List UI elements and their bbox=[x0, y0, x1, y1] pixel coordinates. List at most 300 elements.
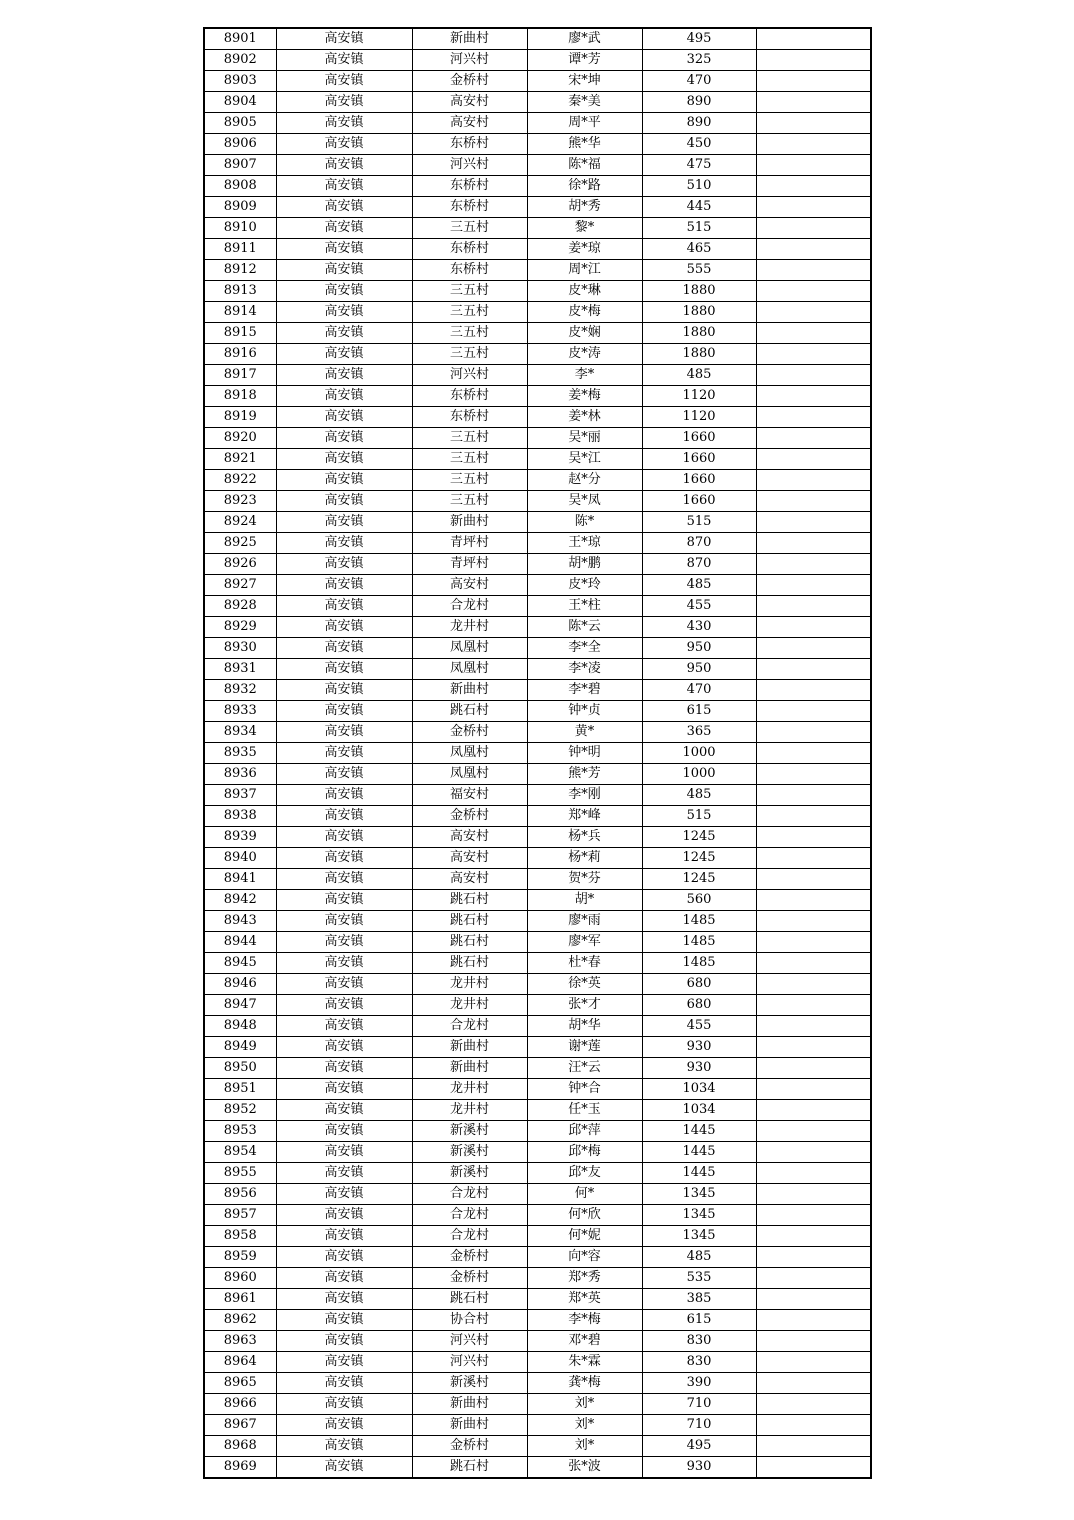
town-cell: 高安镇 bbox=[276, 1142, 412, 1163]
remark-cell bbox=[756, 680, 871, 701]
name-cell: 皮*娴 bbox=[527, 323, 642, 344]
village-cell: 三五村 bbox=[412, 449, 527, 470]
town-cell: 高安镇 bbox=[276, 1247, 412, 1268]
table-row bbox=[204, 1184, 871, 1205]
table-row bbox=[204, 323, 871, 344]
table-row bbox=[204, 1331, 871, 1352]
name-cell: 胡*秀 bbox=[527, 197, 642, 218]
table-row bbox=[204, 722, 871, 743]
town-cell: 高安镇 bbox=[276, 575, 412, 596]
village-cell: 新曲村 bbox=[412, 1037, 527, 1058]
table-row bbox=[204, 260, 871, 281]
amount-cell: 485 bbox=[642, 785, 756, 806]
village-cell: 跳石村 bbox=[412, 932, 527, 953]
town-cell: 高安镇 bbox=[276, 953, 412, 974]
name-cell: 龚*梅 bbox=[527, 1373, 642, 1394]
remark-cell bbox=[756, 1205, 871, 1226]
name-cell: 刘* bbox=[527, 1415, 642, 1436]
village-cell: 三五村 bbox=[412, 491, 527, 512]
village-cell: 跳石村 bbox=[412, 1457, 527, 1479]
table-row bbox=[204, 197, 871, 218]
name-cell: 刘* bbox=[527, 1394, 642, 1415]
name-cell: 何*欣 bbox=[527, 1205, 642, 1226]
name-cell: 徐*路 bbox=[527, 176, 642, 197]
serial-number-cell: 8929 bbox=[204, 617, 276, 638]
town-cell: 高安镇 bbox=[276, 848, 412, 869]
table-row bbox=[204, 1142, 871, 1163]
serial-number-cell: 8944 bbox=[204, 932, 276, 953]
remark-cell bbox=[756, 1373, 871, 1394]
village-cell: 三五村 bbox=[412, 470, 527, 491]
remark-cell bbox=[756, 1436, 871, 1457]
serial-number-cell: 8903 bbox=[204, 71, 276, 92]
table-row bbox=[204, 785, 871, 806]
name-cell: 李* bbox=[527, 365, 642, 386]
table-row bbox=[204, 974, 871, 995]
remark-cell bbox=[756, 134, 871, 155]
serial-number-cell: 8901 bbox=[204, 28, 276, 50]
amount-cell: 950 bbox=[642, 659, 756, 680]
amount-cell: 1345 bbox=[642, 1226, 756, 1247]
village-cell: 跳石村 bbox=[412, 911, 527, 932]
remark-cell bbox=[756, 848, 871, 869]
remark-cell bbox=[756, 512, 871, 533]
name-cell: 何*妮 bbox=[527, 1226, 642, 1247]
serial-number-cell: 8934 bbox=[204, 722, 276, 743]
name-cell: 吴*凤 bbox=[527, 491, 642, 512]
table-row bbox=[204, 1205, 871, 1226]
village-cell: 东桥村 bbox=[412, 386, 527, 407]
village-cell: 高安村 bbox=[412, 827, 527, 848]
serial-number-cell: 8925 bbox=[204, 533, 276, 554]
amount-cell: 485 bbox=[642, 575, 756, 596]
town-cell: 高安镇 bbox=[276, 1436, 412, 1457]
remark-cell bbox=[756, 1310, 871, 1331]
town-cell: 高安镇 bbox=[276, 155, 412, 176]
table-row bbox=[204, 344, 871, 365]
town-cell: 高安镇 bbox=[276, 260, 412, 281]
name-cell: 胡*华 bbox=[527, 1016, 642, 1037]
remark-cell bbox=[756, 239, 871, 260]
village-cell: 高安村 bbox=[412, 848, 527, 869]
serial-number-cell: 8918 bbox=[204, 386, 276, 407]
village-cell: 三五村 bbox=[412, 302, 527, 323]
name-cell: 贺*芬 bbox=[527, 869, 642, 890]
serial-number-cell: 8950 bbox=[204, 1058, 276, 1079]
amount-cell: 680 bbox=[642, 974, 756, 995]
serial-number-cell: 8937 bbox=[204, 785, 276, 806]
town-cell: 高安镇 bbox=[276, 890, 412, 911]
name-cell: 黎* bbox=[527, 218, 642, 239]
table-row bbox=[204, 575, 871, 596]
serial-number-cell: 8920 bbox=[204, 428, 276, 449]
serial-number-cell: 8909 bbox=[204, 197, 276, 218]
serial-number-cell: 8912 bbox=[204, 260, 276, 281]
village-cell: 跳石村 bbox=[412, 953, 527, 974]
remark-cell bbox=[756, 260, 871, 281]
remark-cell bbox=[756, 1268, 871, 1289]
serial-number-cell: 8953 bbox=[204, 1121, 276, 1142]
table-row bbox=[204, 28, 871, 50]
village-cell: 高安村 bbox=[412, 92, 527, 113]
amount-cell: 1485 bbox=[642, 932, 756, 953]
town-cell: 高安镇 bbox=[276, 470, 412, 491]
remark-cell bbox=[756, 428, 871, 449]
village-cell: 龙井村 bbox=[412, 974, 527, 995]
name-cell: 任*玉 bbox=[527, 1100, 642, 1121]
town-cell: 高安镇 bbox=[276, 428, 412, 449]
remark-cell bbox=[756, 827, 871, 848]
serial-number-cell: 8904 bbox=[204, 92, 276, 113]
town-cell: 高安镇 bbox=[276, 50, 412, 71]
name-cell: 李*凌 bbox=[527, 659, 642, 680]
amount-cell: 930 bbox=[642, 1457, 756, 1479]
village-cell: 金桥村 bbox=[412, 1436, 527, 1457]
table-row bbox=[204, 281, 871, 302]
amount-cell: 495 bbox=[642, 1436, 756, 1457]
table-row bbox=[204, 680, 871, 701]
amount-cell: 325 bbox=[642, 50, 756, 71]
table-row bbox=[204, 365, 871, 386]
name-cell: 徐*英 bbox=[527, 974, 642, 995]
name-cell: 胡*鹏 bbox=[527, 554, 642, 575]
village-cell: 合龙村 bbox=[412, 596, 527, 617]
town-cell: 高安镇 bbox=[276, 743, 412, 764]
name-cell: 刘* bbox=[527, 1436, 642, 1457]
serial-number-cell: 8957 bbox=[204, 1205, 276, 1226]
remark-cell bbox=[756, 1163, 871, 1184]
table-row bbox=[204, 1394, 871, 1415]
remark-cell bbox=[756, 701, 871, 722]
table-row bbox=[204, 659, 871, 680]
table-row bbox=[204, 911, 871, 932]
remark-cell bbox=[756, 638, 871, 659]
name-cell: 姜*林 bbox=[527, 407, 642, 428]
town-cell: 高安镇 bbox=[276, 617, 412, 638]
remark-cell bbox=[756, 344, 871, 365]
table-row bbox=[204, 92, 871, 113]
town-cell: 高安镇 bbox=[276, 764, 412, 785]
table-row bbox=[204, 1079, 871, 1100]
town-cell: 高安镇 bbox=[276, 512, 412, 533]
village-cell: 新溪村 bbox=[412, 1142, 527, 1163]
serial-number-cell: 8905 bbox=[204, 113, 276, 134]
town-cell: 高安镇 bbox=[276, 659, 412, 680]
village-cell: 合龙村 bbox=[412, 1226, 527, 1247]
amount-cell: 890 bbox=[642, 92, 756, 113]
table-row bbox=[204, 428, 871, 449]
village-cell: 东桥村 bbox=[412, 260, 527, 281]
name-cell: 吴*江 bbox=[527, 449, 642, 470]
remark-cell bbox=[756, 974, 871, 995]
remark-cell bbox=[756, 785, 871, 806]
town-cell: 高安镇 bbox=[276, 1205, 412, 1226]
remark-cell bbox=[756, 722, 871, 743]
name-cell: 熊*华 bbox=[527, 134, 642, 155]
amount-cell: 465 bbox=[642, 239, 756, 260]
town-cell: 高安镇 bbox=[276, 1415, 412, 1436]
serial-number-cell: 8956 bbox=[204, 1184, 276, 1205]
remark-cell bbox=[756, 323, 871, 344]
amount-cell: 1000 bbox=[642, 743, 756, 764]
village-cell: 三五村 bbox=[412, 218, 527, 239]
amount-cell: 470 bbox=[642, 680, 756, 701]
amount-cell: 515 bbox=[642, 512, 756, 533]
table-row bbox=[204, 134, 871, 155]
town-cell: 高安镇 bbox=[276, 533, 412, 554]
village-cell: 东桥村 bbox=[412, 239, 527, 260]
serial-number-cell: 8910 bbox=[204, 218, 276, 239]
town-cell: 高安镇 bbox=[276, 785, 412, 806]
table-row bbox=[204, 302, 871, 323]
village-cell: 金桥村 bbox=[412, 71, 527, 92]
name-cell: 李*碧 bbox=[527, 680, 642, 701]
amount-cell: 1245 bbox=[642, 869, 756, 890]
name-cell: 杨*莉 bbox=[527, 848, 642, 869]
village-cell: 龙井村 bbox=[412, 995, 527, 1016]
serial-number-cell: 8914 bbox=[204, 302, 276, 323]
table-row bbox=[204, 596, 871, 617]
village-cell: 凤凰村 bbox=[412, 764, 527, 785]
village-cell: 跳石村 bbox=[412, 701, 527, 722]
village-cell: 协合村 bbox=[412, 1310, 527, 1331]
village-cell: 新曲村 bbox=[412, 1415, 527, 1436]
remark-cell bbox=[756, 407, 871, 428]
name-cell: 邱*萍 bbox=[527, 1121, 642, 1142]
town-cell: 高安镇 bbox=[276, 491, 412, 512]
town-cell: 高安镇 bbox=[276, 1394, 412, 1415]
serial-number-cell: 8966 bbox=[204, 1394, 276, 1415]
amount-cell: 710 bbox=[642, 1415, 756, 1436]
remark-cell bbox=[756, 1058, 871, 1079]
amount-cell: 950 bbox=[642, 638, 756, 659]
table-row bbox=[204, 869, 871, 890]
serial-number-cell: 8941 bbox=[204, 869, 276, 890]
amount-cell: 1245 bbox=[642, 827, 756, 848]
serial-number-cell: 8945 bbox=[204, 953, 276, 974]
town-cell: 高安镇 bbox=[276, 974, 412, 995]
table-row bbox=[204, 1100, 871, 1121]
town-cell: 高安镇 bbox=[276, 239, 412, 260]
remark-cell bbox=[756, 1079, 871, 1100]
remark-cell bbox=[756, 1331, 871, 1352]
village-cell: 河兴村 bbox=[412, 1331, 527, 1352]
village-cell: 三五村 bbox=[412, 344, 527, 365]
table-row bbox=[204, 1247, 871, 1268]
town-cell: 高安镇 bbox=[276, 1100, 412, 1121]
town-cell: 高安镇 bbox=[276, 827, 412, 848]
serial-number-cell: 8917 bbox=[204, 365, 276, 386]
village-cell: 东桥村 bbox=[412, 134, 527, 155]
table-row bbox=[204, 1058, 871, 1079]
table-row bbox=[204, 71, 871, 92]
remark-cell bbox=[756, 281, 871, 302]
name-cell: 郑*秀 bbox=[527, 1268, 642, 1289]
table-row bbox=[204, 1457, 871, 1479]
remark-cell bbox=[756, 1016, 871, 1037]
town-cell: 高安镇 bbox=[276, 449, 412, 470]
serial-number-cell: 8922 bbox=[204, 470, 276, 491]
table-row bbox=[204, 1226, 871, 1247]
village-cell: 龙井村 bbox=[412, 617, 527, 638]
remark-cell bbox=[756, 995, 871, 1016]
remark-cell bbox=[756, 176, 871, 197]
table-row bbox=[204, 1121, 871, 1142]
serial-number-cell: 8908 bbox=[204, 176, 276, 197]
amount-cell: 470 bbox=[642, 71, 756, 92]
town-cell: 高安镇 bbox=[276, 218, 412, 239]
name-cell: 皮*涛 bbox=[527, 344, 642, 365]
serial-number-cell: 8969 bbox=[204, 1457, 276, 1479]
village-cell: 跳石村 bbox=[412, 1289, 527, 1310]
serial-number-cell: 8965 bbox=[204, 1373, 276, 1394]
amount-cell: 1880 bbox=[642, 281, 756, 302]
serial-number-cell: 8968 bbox=[204, 1436, 276, 1457]
amount-cell: 1120 bbox=[642, 407, 756, 428]
town-cell: 高安镇 bbox=[276, 596, 412, 617]
name-cell: 姜*琼 bbox=[527, 239, 642, 260]
village-cell: 新溪村 bbox=[412, 1121, 527, 1142]
table-row bbox=[204, 764, 871, 785]
town-cell: 高安镇 bbox=[276, 554, 412, 575]
remark-cell bbox=[756, 113, 871, 134]
town-cell: 高安镇 bbox=[276, 869, 412, 890]
village-cell: 龙井村 bbox=[412, 1100, 527, 1121]
town-cell: 高安镇 bbox=[276, 71, 412, 92]
town-cell: 高安镇 bbox=[276, 680, 412, 701]
serial-number-cell: 8907 bbox=[204, 155, 276, 176]
table-row bbox=[204, 827, 871, 848]
serial-number-cell: 8930 bbox=[204, 638, 276, 659]
town-cell: 高安镇 bbox=[276, 1016, 412, 1037]
town-cell: 高安镇 bbox=[276, 1184, 412, 1205]
remark-cell bbox=[756, 1352, 871, 1373]
village-cell: 龙井村 bbox=[412, 1079, 527, 1100]
serial-number-cell: 8911 bbox=[204, 239, 276, 260]
amount-cell: 930 bbox=[642, 1037, 756, 1058]
town-cell: 高安镇 bbox=[276, 638, 412, 659]
amount-cell: 1345 bbox=[642, 1205, 756, 1226]
serial-number-cell: 8926 bbox=[204, 554, 276, 575]
village-cell: 凤凰村 bbox=[412, 638, 527, 659]
remark-cell bbox=[756, 911, 871, 932]
serial-number-cell: 8935 bbox=[204, 743, 276, 764]
serial-number-cell: 8955 bbox=[204, 1163, 276, 1184]
serial-number-cell: 8932 bbox=[204, 680, 276, 701]
amount-cell: 485 bbox=[642, 365, 756, 386]
village-cell: 青坪村 bbox=[412, 554, 527, 575]
town-cell: 高安镇 bbox=[276, 1226, 412, 1247]
town-cell: 高安镇 bbox=[276, 344, 412, 365]
serial-number-cell: 8916 bbox=[204, 344, 276, 365]
village-cell: 河兴村 bbox=[412, 1352, 527, 1373]
amount-cell: 1034 bbox=[642, 1100, 756, 1121]
table-row bbox=[204, 554, 871, 575]
name-cell: 廖*武 bbox=[527, 28, 642, 50]
name-cell: 向*容 bbox=[527, 1247, 642, 1268]
village-cell: 高安村 bbox=[412, 575, 527, 596]
remark-cell bbox=[756, 302, 871, 323]
table-row bbox=[204, 1037, 871, 1058]
remark-cell bbox=[756, 365, 871, 386]
town-cell: 高安镇 bbox=[276, 407, 412, 428]
table-row bbox=[204, 512, 871, 533]
serial-number-cell: 8963 bbox=[204, 1331, 276, 1352]
remark-cell bbox=[756, 554, 871, 575]
village-cell: 三五村 bbox=[412, 281, 527, 302]
serial-number-cell: 8962 bbox=[204, 1310, 276, 1331]
name-cell: 姜*梅 bbox=[527, 386, 642, 407]
amount-cell: 680 bbox=[642, 995, 756, 1016]
table-row bbox=[204, 890, 871, 911]
remark-cell bbox=[756, 1457, 871, 1479]
roster-table bbox=[203, 27, 872, 1479]
name-cell: 杨*兵 bbox=[527, 827, 642, 848]
remark-cell bbox=[756, 491, 871, 512]
name-cell: 熊*芳 bbox=[527, 764, 642, 785]
remark-cell bbox=[756, 743, 871, 764]
remark-cell bbox=[756, 218, 871, 239]
amount-cell: 870 bbox=[642, 554, 756, 575]
town-cell: 高安镇 bbox=[276, 28, 412, 50]
serial-number-cell: 8943 bbox=[204, 911, 276, 932]
table-row bbox=[204, 386, 871, 407]
amount-cell: 1034 bbox=[642, 1079, 756, 1100]
name-cell: 郑*峰 bbox=[527, 806, 642, 827]
table-row bbox=[204, 470, 871, 491]
serial-number-cell: 8902 bbox=[204, 50, 276, 71]
amount-cell: 560 bbox=[642, 890, 756, 911]
name-cell: 李*梅 bbox=[527, 1310, 642, 1331]
table-row bbox=[204, 1352, 871, 1373]
table-row bbox=[204, 218, 871, 239]
name-cell: 皮*琳 bbox=[527, 281, 642, 302]
amount-cell: 455 bbox=[642, 596, 756, 617]
town-cell: 高安镇 bbox=[276, 386, 412, 407]
amount-cell: 445 bbox=[642, 197, 756, 218]
remark-cell bbox=[756, 1037, 871, 1058]
table-row bbox=[204, 1415, 871, 1436]
table-row bbox=[204, 1163, 871, 1184]
town-cell: 高安镇 bbox=[276, 1058, 412, 1079]
roster-table-body bbox=[204, 28, 871, 1478]
serial-number-cell: 8951 bbox=[204, 1079, 276, 1100]
table-row bbox=[204, 848, 871, 869]
village-cell: 合龙村 bbox=[412, 1184, 527, 1205]
name-cell: 陈*云 bbox=[527, 617, 642, 638]
name-cell: 邱*友 bbox=[527, 1163, 642, 1184]
amount-cell: 1345 bbox=[642, 1184, 756, 1205]
remark-cell bbox=[756, 806, 871, 827]
name-cell: 李*刚 bbox=[527, 785, 642, 806]
serial-number-cell: 8960 bbox=[204, 1268, 276, 1289]
town-cell: 高安镇 bbox=[276, 701, 412, 722]
amount-cell: 890 bbox=[642, 113, 756, 134]
village-cell: 新溪村 bbox=[412, 1373, 527, 1394]
town-cell: 高安镇 bbox=[276, 1457, 412, 1479]
serial-number-cell: 8928 bbox=[204, 596, 276, 617]
town-cell: 高安镇 bbox=[276, 323, 412, 344]
name-cell: 钟*贞 bbox=[527, 701, 642, 722]
serial-number-cell: 8919 bbox=[204, 407, 276, 428]
amount-cell: 1445 bbox=[642, 1142, 756, 1163]
remark-cell bbox=[756, 1184, 871, 1205]
remark-cell bbox=[756, 617, 871, 638]
name-cell: 邱*梅 bbox=[527, 1142, 642, 1163]
town-cell: 高安镇 bbox=[276, 1373, 412, 1394]
serial-number-cell: 8949 bbox=[204, 1037, 276, 1058]
remark-cell bbox=[756, 71, 871, 92]
